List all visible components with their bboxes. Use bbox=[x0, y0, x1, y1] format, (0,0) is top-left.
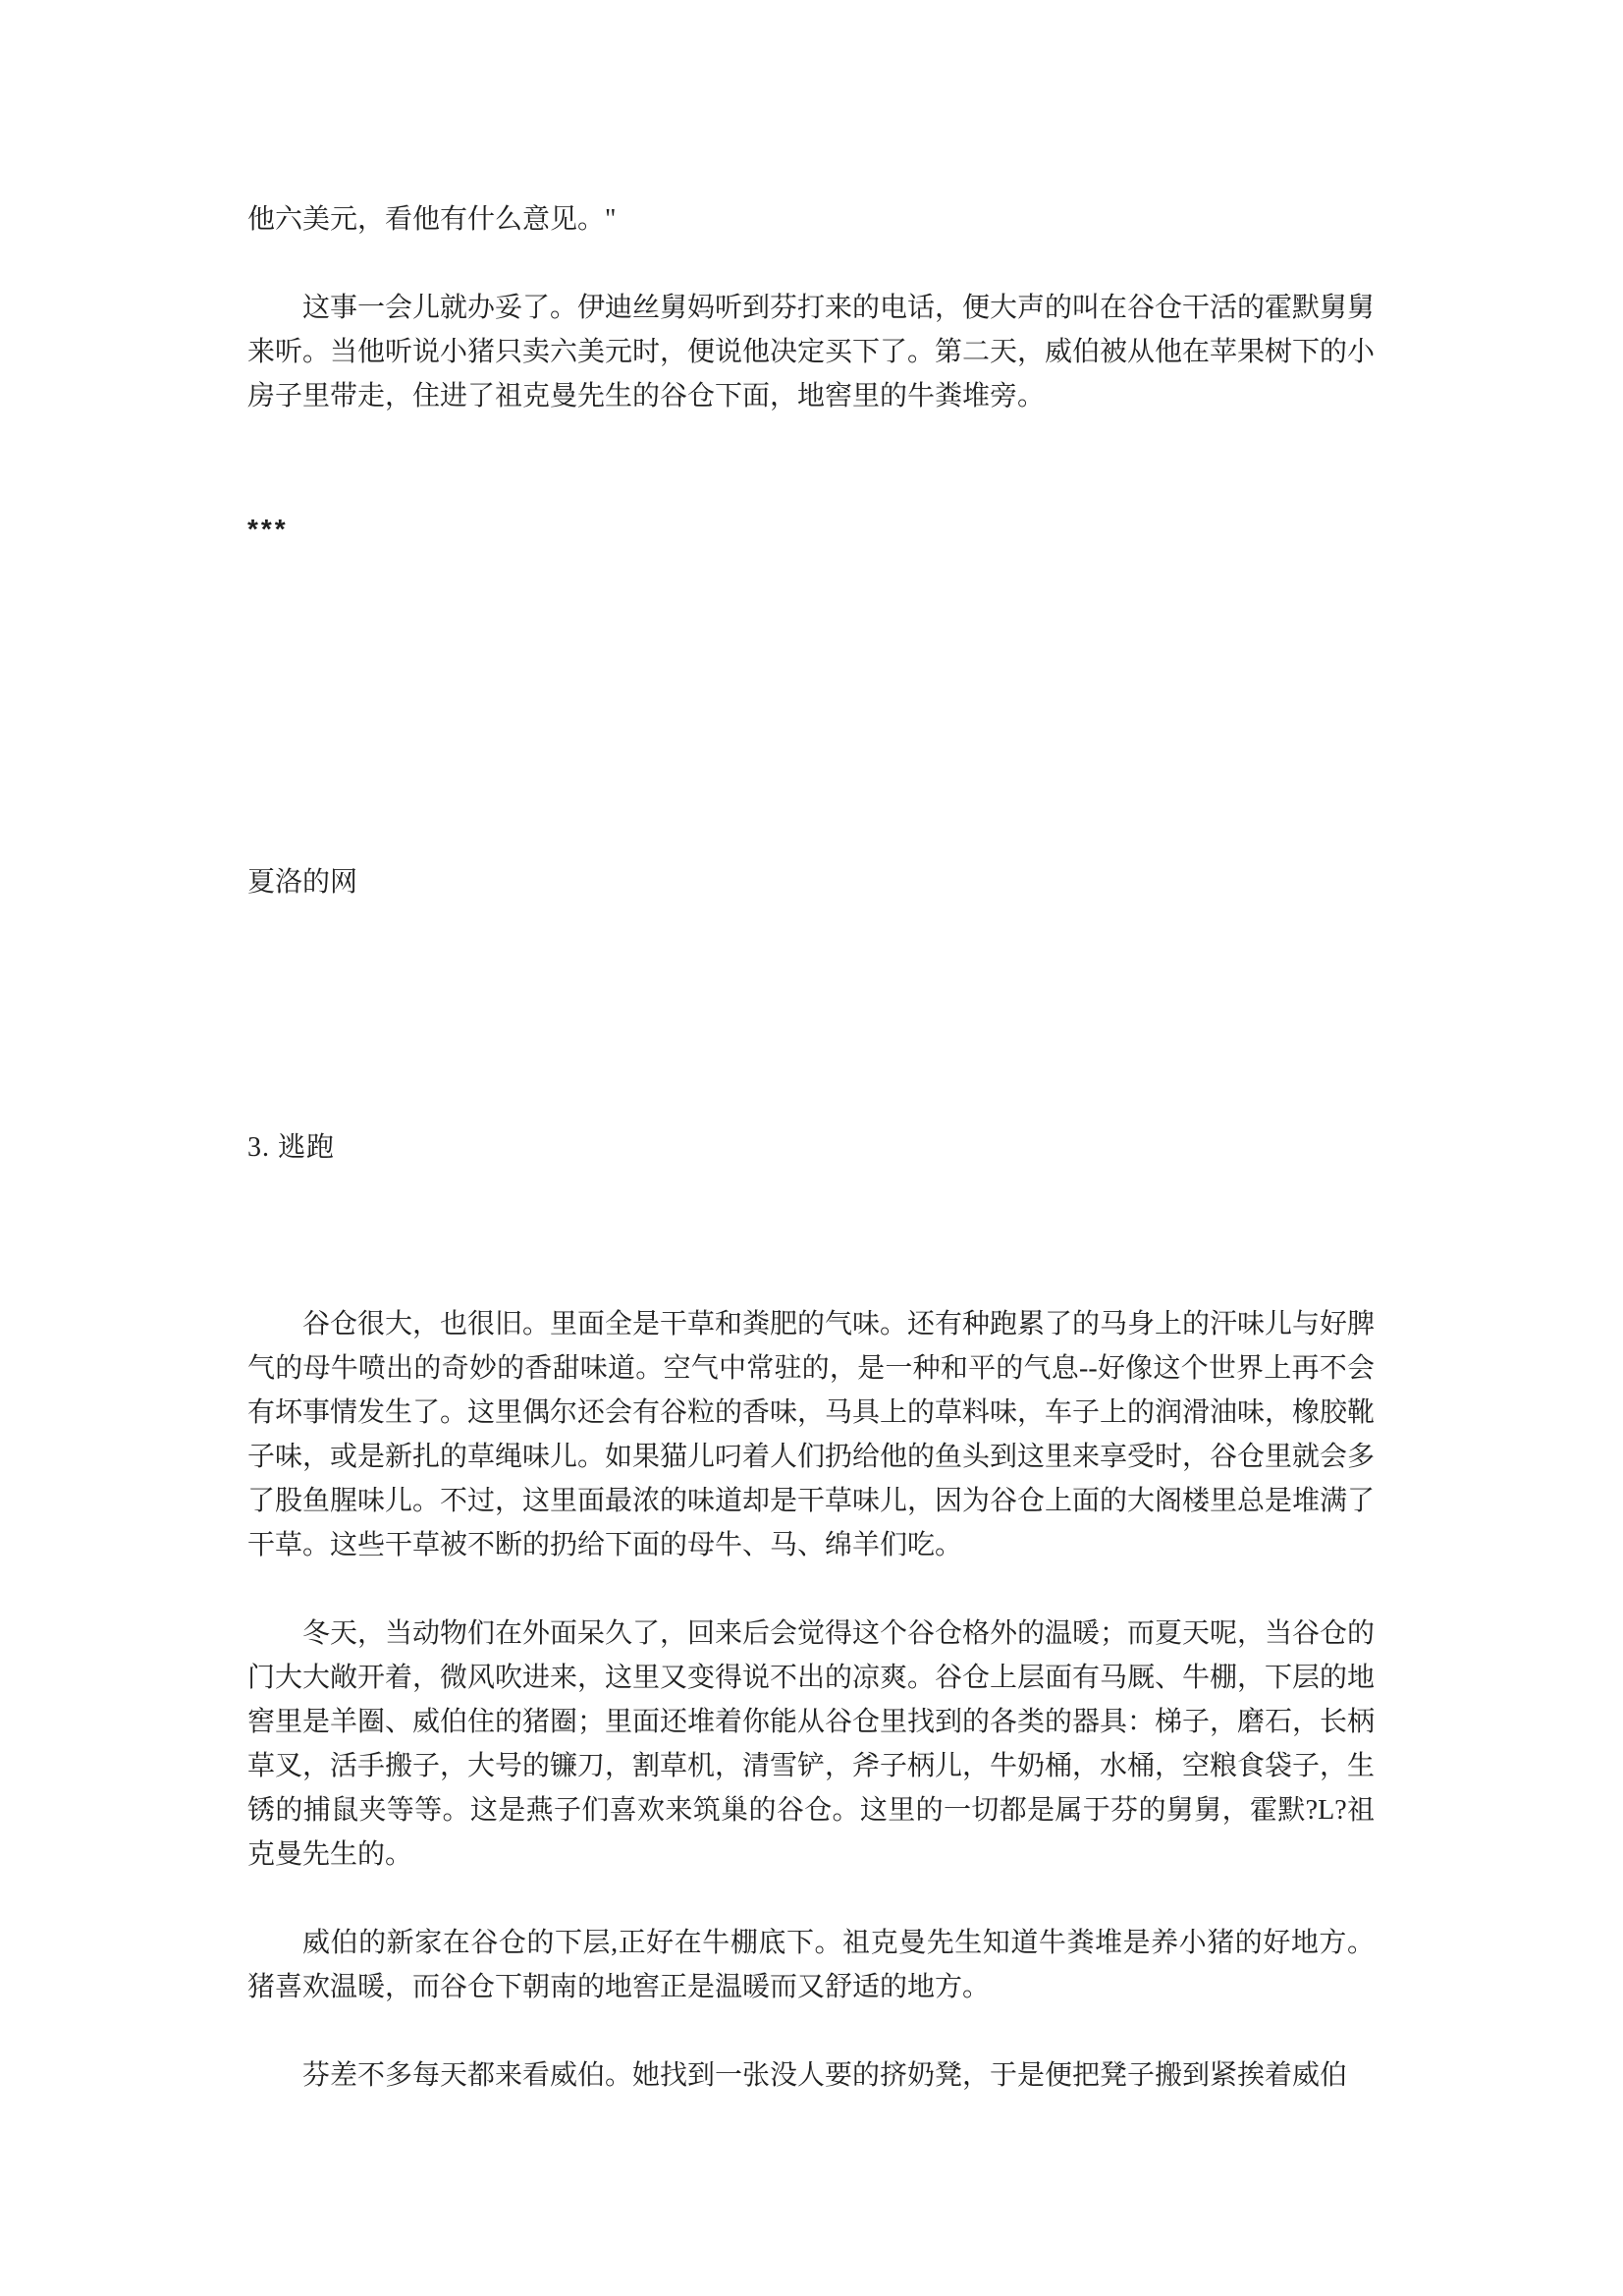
paragraph: 冬天，当动物们在外面呆久了，回来后会觉得这个谷仓格外的温暖；而夏天呢，当谷仓的门大大敞开着，微风吹进来，这里又变得说不出的凉爽。谷仓上层面有马厩、牛棚，下层的地窖里是羊圈、威伯住的猪圈；里面还堆着你能从谷仓里找到的各类的器具：梯子，磨石，长柄草叉，活手搬子，大号的镰刀，割草机，清雪铲，斧子柄儿，牛奶桶，水桶，空粮食袋子，生锈的捕鼠夹等等。这是燕子们喜欢来筑巢的谷仓。这里的一切都是属于芬的舅舅，霍默?L?祖克曼先生的。 bbox=[247, 1618, 1376, 1870]
paragraph: 他六美元，看他有什么意见。" bbox=[247, 204, 617, 235]
book-title: 夏洛的网 bbox=[247, 867, 358, 898]
chapter-heading: 3. 逃跑 bbox=[247, 1132, 336, 1163]
paragraph: 谷仓很大，也很旧。里面全是干草和粪肥的气味。还有种跑累了的马身上的汗味儿与好脾气的母牛喷出的奇妙的香甜味道。空气中常驻的，是一种和平的气息--好像这个世界上再不会有坏事情发生了。这里偶尔还会有谷粒的香味，马具上的草料味，车子上的润滑油味，橡胶靴子味，或是新扎的草绳味儿。如果猫儿叼着人们扔给他的鱼头到这里来享受时，谷仓里就会多了股鱼腥味儿。不过，这里面最浓的味道却是干草味儿，因为谷仓上面的大阁楼里总是堆满了干草。这些干草被不断的扔给下面的母牛、马、绵羊们吃。 bbox=[247, 1309, 1376, 1560]
scene-separator: *** bbox=[247, 514, 289, 544]
paragraph: 这事一会儿就办妥了。伊迪丝舅妈听到芬打来的电话，便大声的叫在谷仓干活的霍默舅舅来听。当他听说小猪只卖六美元时，便说他决定买下了。第二天，威伯被从他在苹果树下的小房子里带走，住进了祖克曼先生的谷仓下面，地窖里的牛粪堆旁。 bbox=[247, 293, 1376, 411]
paragraph: 芬差不多每天都来看威伯。她找到一张没人要的挤奶凳，于是便把凳子搬到紧挨着威伯 bbox=[302, 2060, 1348, 2091]
paragraph: 威伯的新家在谷仓的下层,正好在牛棚底下。祖克曼先生知道牛粪堆是养小猪的好地方。猪喜欢温暖，而谷仓下朝南的地窖正是温暖而又舒适的地方。 bbox=[247, 1928, 1375, 2002]
